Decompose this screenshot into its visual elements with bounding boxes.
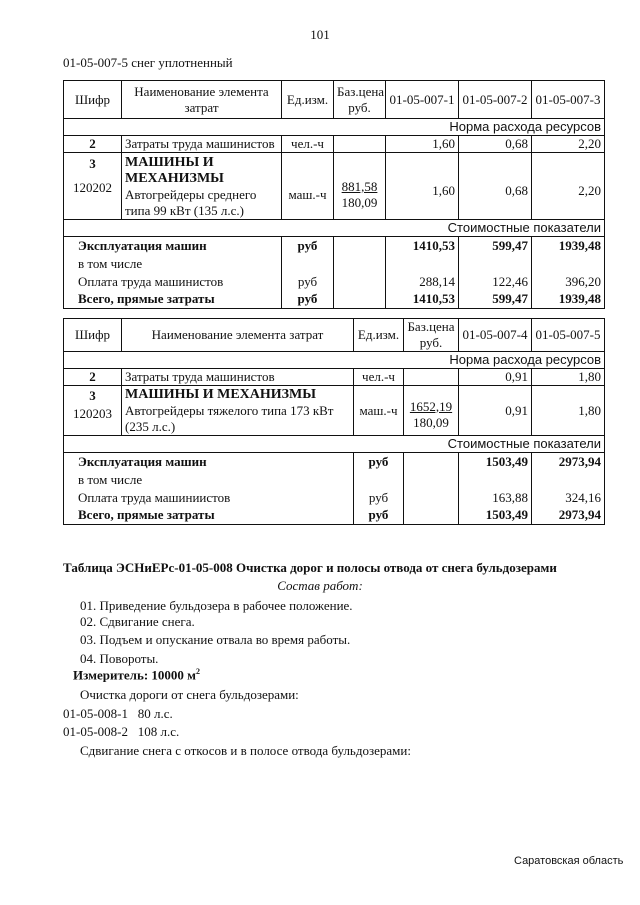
cost-name: Оплата труда машиниистов [64, 489, 354, 507]
page-number: 101 [310, 27, 330, 42]
cost-value-2: 2973,94 [532, 453, 605, 471]
machine-value-2: 0,68 [459, 153, 532, 220]
cost-name: в том числе [64, 471, 354, 489]
cost-value-3: 1939,48 [532, 291, 605, 309]
cost-value-3: 1939,48 [532, 237, 605, 255]
cost-unit: руб [282, 273, 334, 291]
cost-value-1: 1503,49 [459, 507, 532, 525]
machine-price-bottom: 180,09 [413, 414, 449, 430]
header-col-2: 01-05-007-2 [459, 81, 532, 119]
cost-name: в том числе [64, 255, 282, 273]
labor-row [64, 369, 605, 386]
machine-price-top: 881,58 [341, 179, 378, 194]
machine-row [64, 386, 605, 436]
cost-row [64, 507, 605, 525]
cost-value-1: 1503,49 [459, 453, 532, 471]
labor-value-2: 0,68 [459, 136, 532, 153]
header-price: Баз.цена руб. [404, 319, 459, 352]
section-subheading: Состав работ: [277, 578, 363, 593]
cost-unit: руб [354, 489, 404, 507]
cost-value-2: 122,46 [459, 273, 532, 291]
cost-value-2: 324,16 [532, 489, 605, 507]
machine-unit: маш.-ч [282, 153, 334, 220]
cost-row [64, 273, 605, 291]
cost-label: Стоимостные показатели [64, 436, 605, 453]
measure-label [73, 667, 200, 683]
header-unit: Ед.изм. [282, 81, 334, 119]
header-price: Баз.цена руб. [334, 81, 386, 119]
cost-name: Оплата труда машинистов [64, 273, 282, 291]
item-value: 108 л.с. [137, 724, 180, 739]
norm-label: Норма расхода ресурсов [64, 119, 605, 136]
cost-row [64, 255, 605, 273]
cost-row [64, 237, 605, 255]
machine-value-2: 1,80 [532, 386, 605, 436]
cost-value-1 [386, 255, 459, 273]
cost-value-1: 1410,53 [386, 237, 459, 255]
machines-group-code: 3 [89, 156, 96, 171]
machines-group-code: 3 [89, 388, 96, 403]
machines-group-title: МАШИНЫ И МЕХАНИЗМЫ [125, 155, 224, 186]
header-code: Шифр [64, 81, 122, 119]
resource-table-2 [63, 318, 605, 525]
machine-price-top: 1652,19 [409, 398, 453, 414]
cost-value-1: 163,88 [459, 489, 532, 507]
machine-value-1: 1,60 [386, 153, 459, 220]
cost-unit [282, 255, 334, 273]
cost-name: Эксплуатация машин [64, 237, 282, 255]
cost-row [64, 453, 605, 471]
item-row [63, 724, 179, 740]
header-name: Наименование элемента затрат [122, 81, 282, 119]
cost-name: Всего, прямые затраты [64, 507, 354, 525]
cost-unit: руб [354, 507, 404, 525]
cost-value-1 [459, 471, 532, 489]
cost-row [64, 471, 605, 489]
machine-value-1: 0,91 [459, 386, 532, 436]
measure-text: Измеритель: 10000 м [73, 667, 197, 683]
footer-region: Саратовская область [514, 855, 624, 867]
labor-unit: чел.-ч [282, 136, 334, 153]
cost-value-2 [459, 255, 532, 273]
resource-table-1 [63, 80, 605, 309]
cost-unit: руб [282, 291, 334, 309]
header-row [64, 319, 605, 352]
cost-value-2: 599,47 [459, 237, 532, 255]
step-item: 02. Сдвигание снега. [80, 614, 195, 629]
labor-code: 2 [64, 369, 122, 386]
labor-value-3: 2,20 [532, 136, 605, 153]
cost-value-3 [532, 255, 605, 273]
machine-price-bottom: 180,09 [341, 195, 378, 210]
cost-value-1: 1410,53 [386, 291, 459, 309]
code-title: 01-05-007-5 снег уплотненный [63, 55, 233, 70]
header-name: Наименование элемента затрат [122, 319, 354, 352]
cost-value-2: 2973,94 [532, 507, 605, 525]
item-row [63, 706, 173, 722]
machines-group-title: МАШИНЫ И МЕХАНИЗМЫ [125, 387, 317, 402]
machine-code: 120203 [73, 406, 112, 421]
cost-name: Всего, прямые затраты [64, 291, 282, 309]
machine-value-3: 2,20 [532, 153, 605, 220]
norm-label: Норма расхода ресурсов [64, 352, 605, 369]
labor-code: 2 [64, 136, 122, 153]
header-row [64, 81, 605, 119]
labor-row [64, 136, 605, 153]
machine-name: Автогрейдеры среднего типа 99 кВт (135 л.с.) [125, 187, 257, 218]
cost-value-2: 599,47 [459, 291, 532, 309]
labor-name: Затраты труда машинистов [122, 369, 354, 386]
machine-row [64, 153, 605, 220]
section-heading: Таблица ЭСНиЕРс-01-05-008 Очистка дорог и полосы отвода от снега бульдозерами [63, 560, 557, 575]
labor-name: Затраты труда машинистов [122, 136, 282, 153]
cost-name: Эксплуатация машин [64, 453, 354, 471]
cost-row [64, 489, 605, 507]
labor-value-1: 0,91 [459, 369, 532, 386]
labor-price [334, 136, 386, 153]
labor-value-1: 1,60 [386, 136, 459, 153]
shift-label: Сдвигание снега с откосов и в полосе отвода бульдозерами: [80, 743, 411, 758]
machine-name: Автогрейдеры тяжелого типа 173 кВт (235 л.с.) [125, 403, 334, 434]
cost-unit: руб [282, 237, 334, 255]
item-code: 01-05-008-2 [63, 724, 128, 739]
header-col-3: 01-05-007-3 [532, 81, 605, 119]
step-item: 04. Повороты. [80, 651, 159, 666]
labor-unit: чел.-ч [354, 369, 404, 386]
measure-sup: 2 [196, 667, 201, 676]
header-code: Шифр [64, 319, 122, 352]
header-col-1: 01-05-007-1 [386, 81, 459, 119]
labor-value-2: 1,80 [532, 369, 605, 386]
step-item: 03. Подъем и опускание отвала во время работы. [80, 632, 351, 647]
cost-unit [354, 471, 404, 489]
step-item: 01. Приведение бульдозера в рабочее положение. [80, 598, 353, 613]
machine-code: 120202 [73, 180, 112, 195]
header-col-4: 01-05-007-4 [459, 319, 532, 352]
item-value: 80 л.с. [137, 706, 173, 721]
cost-row [64, 291, 605, 309]
machine-unit: маш.-ч [354, 386, 404, 436]
cost-unit: руб [354, 453, 404, 471]
cost-value-1: 288,14 [386, 273, 459, 291]
header-col-5: 01-05-007-5 [532, 319, 605, 352]
cost-value-2 [532, 471, 605, 489]
header-unit: Ед.изм. [354, 319, 404, 352]
item-code: 01-05-008-1 [63, 706, 128, 721]
cost-label: Стоимостные показатели [64, 220, 605, 237]
clean-label: Очистка дороги от снега бульдозерами: [80, 687, 299, 702]
cost-value-3: 396,20 [532, 273, 605, 291]
